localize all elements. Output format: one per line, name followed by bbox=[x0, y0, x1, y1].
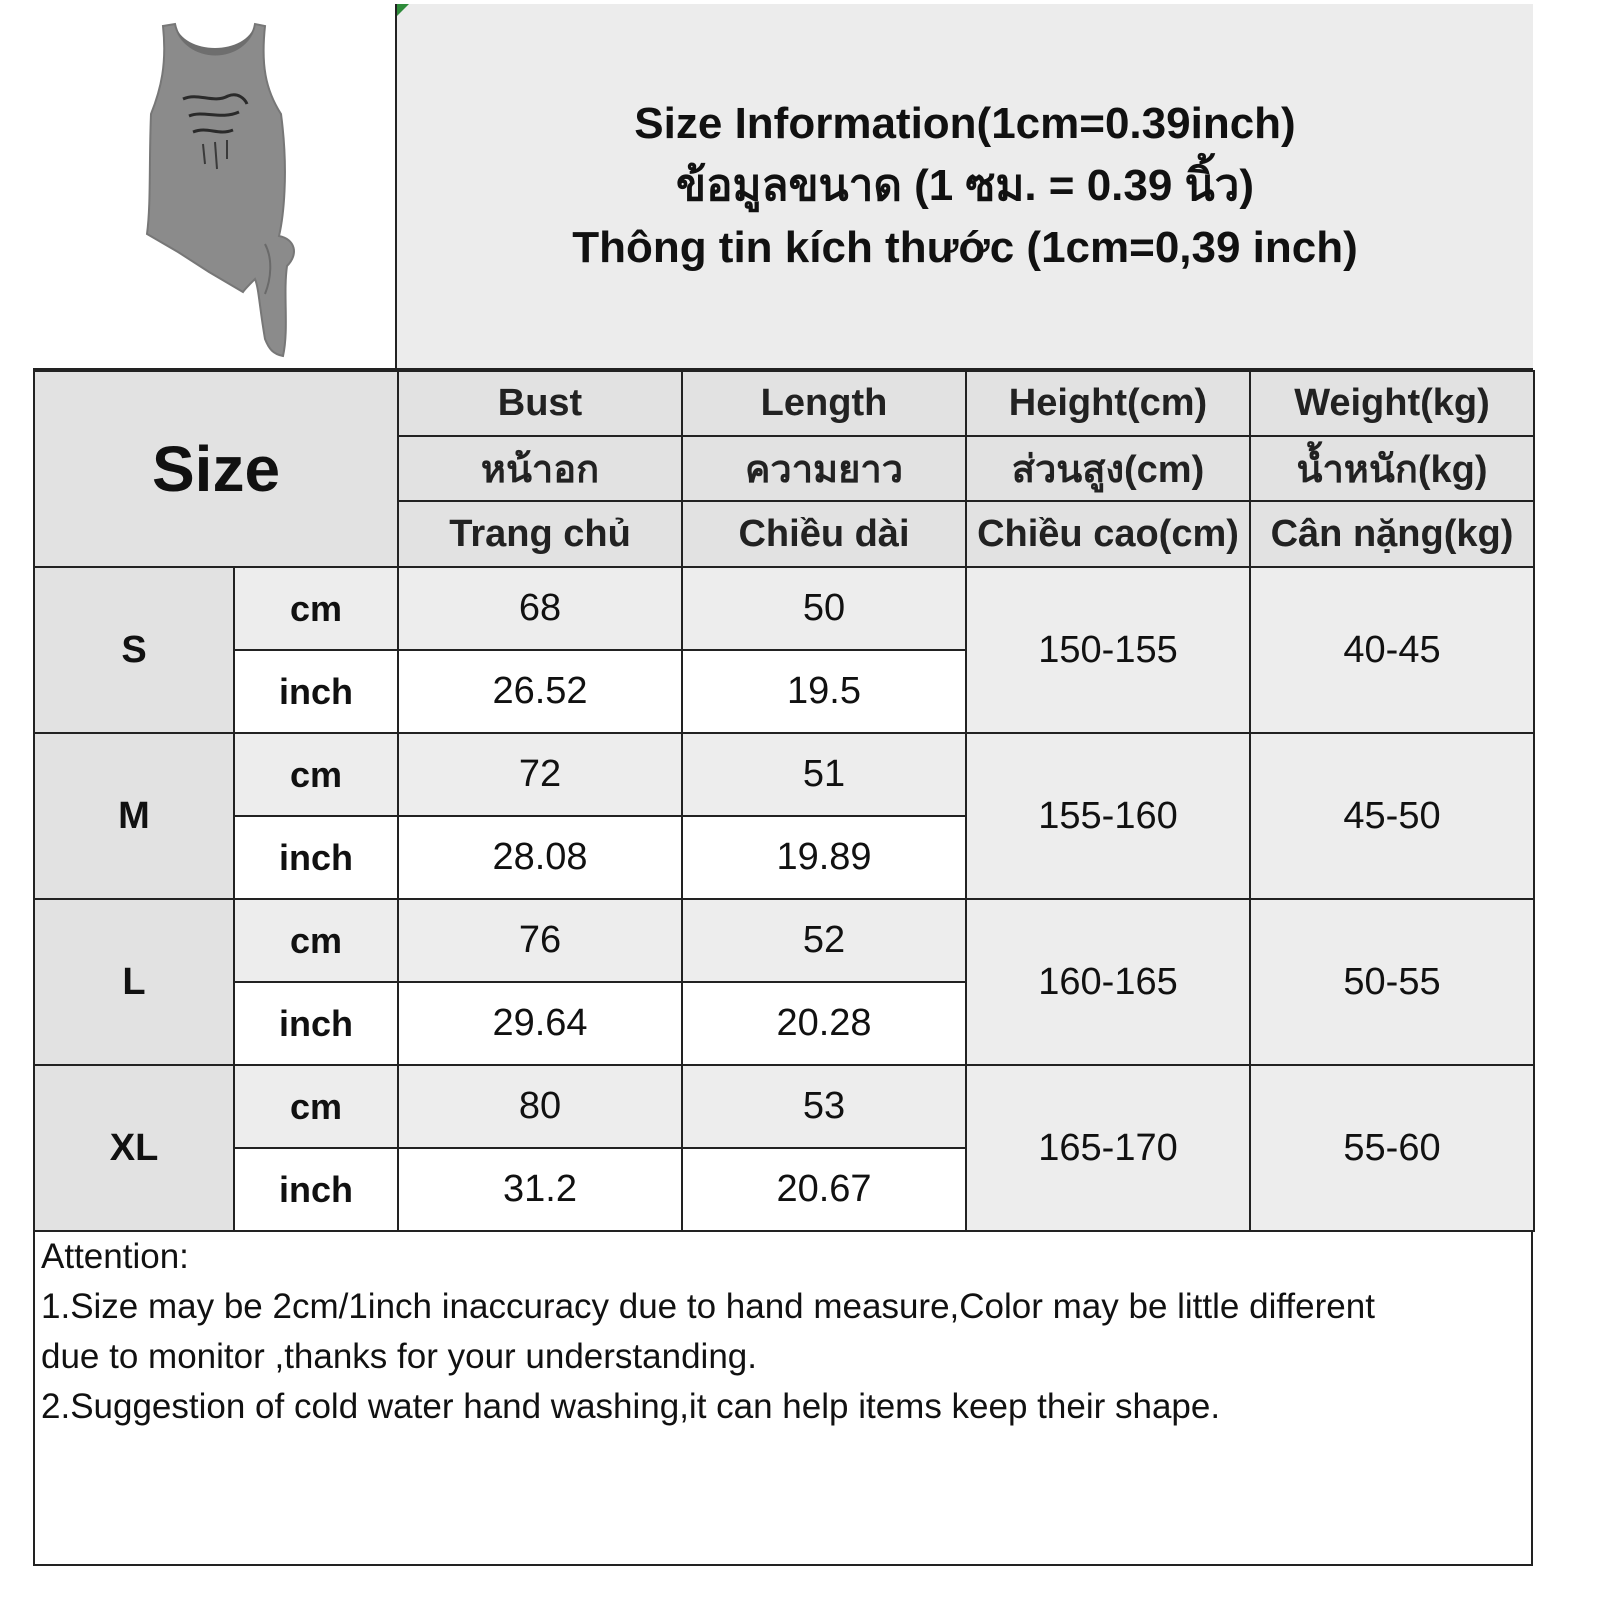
bust-inch: 26.52 bbox=[398, 650, 682, 733]
table-row bbox=[34, 1065, 1534, 1148]
table-row bbox=[34, 567, 1534, 650]
col-weight-vi: Cân nặng(kg) bbox=[1250, 501, 1534, 567]
table-row bbox=[34, 899, 1534, 982]
col-bust-th: หน้าอก bbox=[398, 436, 682, 501]
tank-top-icon bbox=[33, 4, 393, 366]
notes-heading: Attention: bbox=[41, 1237, 189, 1276]
size-label: L bbox=[34, 899, 234, 1065]
bust-inch: 31.2 bbox=[398, 1148, 682, 1231]
bust-inch: 29.64 bbox=[398, 982, 682, 1065]
col-length-en: Length bbox=[682, 371, 966, 436]
size-label: XL bbox=[34, 1065, 234, 1231]
size-label: S bbox=[34, 567, 234, 733]
bust-cm: 68 bbox=[398, 567, 682, 650]
note-line-2: 2.Suggestion of cold water hand washing,it can help items keep their shape. bbox=[41, 1387, 1221, 1426]
unit-cm: cm bbox=[234, 1065, 398, 1148]
weight-range: 45-50 bbox=[1250, 733, 1534, 899]
note-line-1-continued: due to monitor ,thanks for your understanding. bbox=[41, 1337, 757, 1376]
col-length-vi: Chiều dài bbox=[682, 501, 966, 567]
length-inch: 20.67 bbox=[682, 1148, 966, 1231]
attention-notes bbox=[41, 1232, 1525, 1432]
length-cm: 52 bbox=[682, 899, 966, 982]
length-inch: 20.28 bbox=[682, 982, 966, 1065]
col-height-en: Height(cm) bbox=[966, 371, 1250, 436]
bust-cm: 72 bbox=[398, 733, 682, 816]
col-bust-en: Bust bbox=[398, 371, 682, 436]
length-cm: 51 bbox=[682, 733, 966, 816]
col-bust-vi: Trang chủ bbox=[398, 501, 682, 567]
col-length-th: ความยาว bbox=[682, 436, 966, 501]
size-label: M bbox=[34, 733, 234, 899]
unit-inch: inch bbox=[234, 816, 398, 899]
product-photo bbox=[33, 4, 397, 370]
corner-marker bbox=[397, 4, 409, 16]
col-weight-en: Weight(kg) bbox=[1250, 371, 1534, 436]
unit-cm: cm bbox=[234, 567, 398, 650]
weight-range: 50-55 bbox=[1250, 899, 1534, 1065]
col-height-th: ส่วนสูง(cm) bbox=[966, 436, 1250, 501]
unit-cm: cm bbox=[234, 733, 398, 816]
size-info-title bbox=[397, 4, 1533, 370]
weight-range: 40-45 bbox=[1250, 567, 1534, 733]
unit-inch: inch bbox=[234, 1148, 398, 1231]
col-weight-th: น้ำหนัก(kg) bbox=[1250, 436, 1534, 501]
col-height-vi: Chiều cao(cm) bbox=[966, 501, 1250, 567]
unit-cm: cm bbox=[234, 899, 398, 982]
size-header: Size bbox=[34, 371, 398, 567]
height-range: 165-170 bbox=[966, 1065, 1250, 1231]
size-table bbox=[33, 370, 1535, 1232]
note-line-1: 1.Size may be 2cm/1inch inaccuracy due to hand measure,Color may be little different bbox=[41, 1287, 1375, 1326]
length-inch: 19.5 bbox=[682, 650, 966, 733]
title-line-english: Size Information(1cm=0.39inch) bbox=[634, 99, 1296, 148]
weight-range: 55-60 bbox=[1250, 1065, 1534, 1231]
table-row bbox=[34, 733, 1534, 816]
height-range: 155-160 bbox=[966, 733, 1250, 899]
length-inch: 19.89 bbox=[682, 816, 966, 899]
bust-inch: 28.08 bbox=[398, 816, 682, 899]
height-range: 160-165 bbox=[966, 899, 1250, 1065]
height-range: 150-155 bbox=[966, 567, 1250, 733]
bust-cm: 80 bbox=[398, 1065, 682, 1148]
title-line-thai: ข้อมูลขนาด (1 ซม. = 0.39 นิ้ว) bbox=[675, 161, 1254, 210]
unit-inch: inch bbox=[234, 982, 398, 1065]
length-cm: 50 bbox=[682, 567, 966, 650]
unit-inch: inch bbox=[234, 650, 398, 733]
length-cm: 53 bbox=[682, 1065, 966, 1148]
title-line-vietnamese: Thông tin kích thước (1cm=0,39 inch) bbox=[572, 223, 1358, 272]
bust-cm: 76 bbox=[398, 899, 682, 982]
